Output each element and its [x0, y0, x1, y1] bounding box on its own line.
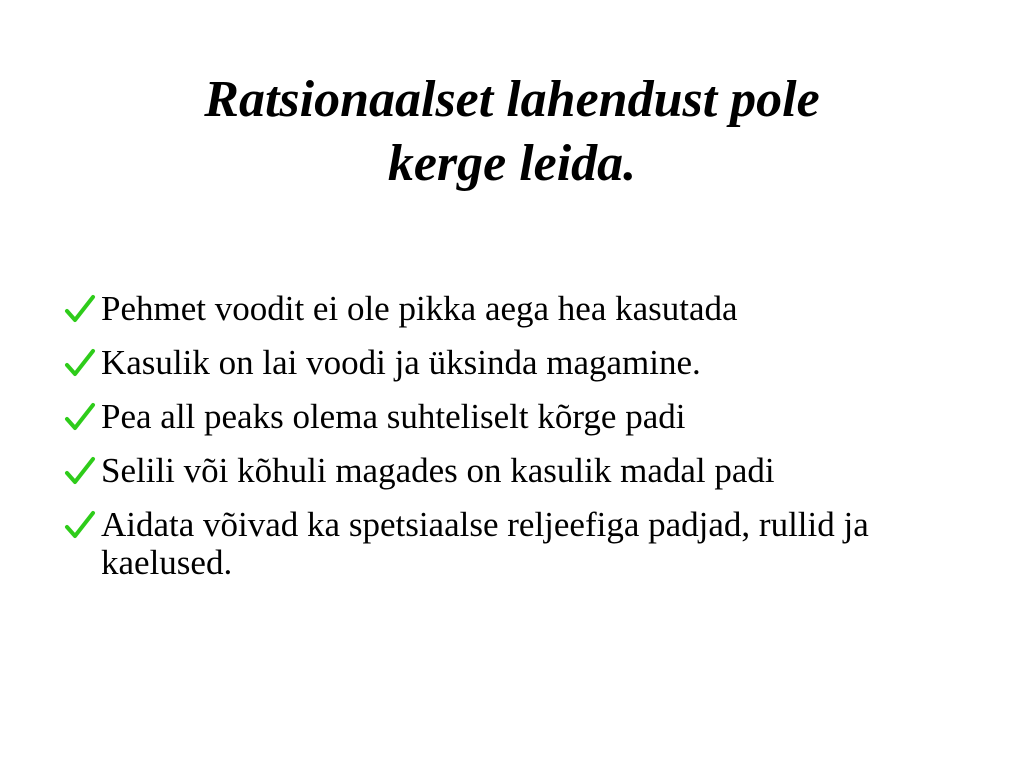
bullet-text: Pea all peaks olema suhteliselt kõrge padi: [101, 397, 686, 436]
title-line: Ratsionaalset lahendust pole: [204, 71, 820, 128]
slide-title: [60, 68, 964, 196]
bullet-item: [64, 452, 944, 490]
bullet-list: [64, 290, 944, 598]
bullet-item: [64, 290, 944, 328]
bullet-text: Kasulik on lai voodi ja üksinda magamine.: [101, 343, 701, 382]
bullet-text: Pehmet voodit ei ole pikka aega hea kasutada: [101, 289, 738, 328]
checkmark-icon: [64, 348, 96, 378]
bullet-item: [64, 344, 944, 382]
title-line: kerge leida.: [387, 135, 637, 192]
checkmark-icon: [64, 510, 96, 540]
bullet-text: Selili või kõhuli magades on kasulik madal padi: [101, 451, 775, 490]
bullet-item: [64, 398, 944, 436]
checkmark-icon: [64, 294, 96, 324]
checkmark-icon: [64, 402, 96, 432]
bullet-text: Aidata võivad ka spetsiaalse reljeefiga padjad, rullid ja kaelused.: [101, 505, 869, 582]
checkmark-icon: [64, 456, 96, 486]
bullet-item: [64, 506, 944, 582]
